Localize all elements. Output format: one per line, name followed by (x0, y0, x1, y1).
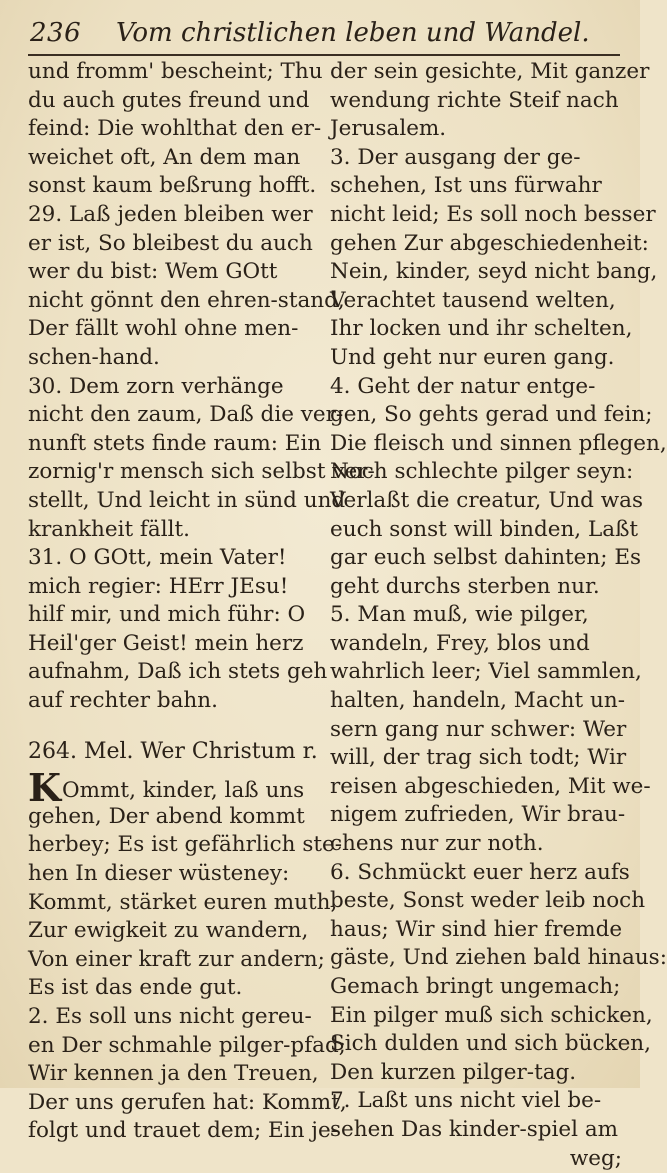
text-line: Nein, kinder, seyd nicht bang, (330, 259, 658, 285)
text-line: aufnahm, Daß ich stets geh (28, 659, 328, 685)
text-line: weichet oft, An dem man (28, 144, 301, 170)
text-line: nunft stets finde raum: Ein (28, 430, 322, 456)
text-line: nigem zufrieden, Wir brau- (330, 802, 626, 828)
hymn-gap (28, 716, 320, 738)
text-line: wendung richte Steif nach (330, 87, 619, 113)
text-line: feind: Die wohlthat den er- (28, 116, 322, 142)
text-line: sonst kaum beßrung hofft. (28, 173, 317, 199)
page-number: 236 (30, 18, 82, 48)
text-line: chens nur zur noth. (330, 831, 544, 857)
text-line: Wir kennen ja den Treuen, (28, 1061, 319, 1087)
text-line: halten, handeln, Macht un- (330, 688, 625, 714)
text-line: Den kurzen pilger-tag. (330, 1059, 577, 1085)
right-column-lines (330, 58, 667, 1145)
left-column-hymn-lines (28, 803, 347, 1146)
text-line: Es ist das ende gut. (28, 975, 243, 1001)
text-line: schehen, Ist uns fürwahr (330, 173, 602, 199)
text-line: sern gang nur schwer: Wer (330, 716, 627, 742)
text-line: Der uns gerufen hat: Kommt, (28, 1089, 347, 1115)
text-line: Jerusalem. (330, 116, 447, 142)
text-line: Ihr locken und ihr schelten, (330, 316, 633, 342)
text-line: Verlaßt die creatur, Und was (330, 487, 644, 513)
text-line: Von einer kraft zur andern; (28, 946, 325, 972)
drop-cap: K (28, 765, 62, 811)
left-column-verses (28, 58, 375, 716)
text-line: 2. Es soll uns nicht gereu- (28, 1004, 312, 1029)
text-line: will, der trag sich todt; Wir (330, 745, 627, 771)
right-column (330, 58, 667, 1173)
text-line: Die fleisch und sinnen pflegen, (330, 430, 667, 456)
text-line: wahrlich leer; Viel sammlen, (330, 659, 642, 685)
text-line: Und geht nur euren gang. (330, 344, 615, 370)
text-line: 7. Laßt uns nicht viel be- (330, 1088, 602, 1114)
text-line: wer du bist: Wem GOtt (28, 259, 278, 285)
text-line: nicht gönnt den ehren-stand, (28, 287, 345, 313)
text-line: en Der schmahle pilger-pfad; (28, 1032, 346, 1058)
text-line: sehen Das kinder-spiel am (330, 1116, 619, 1142)
text-line: herbey; Es ist gefährlich ste- (28, 832, 343, 858)
text-line: stellt, Und leicht in sünd und (28, 487, 346, 513)
text-line: Noch schlechte pilger seyn: (330, 459, 634, 485)
text-line: Kommt, stärket euren muth, (28, 889, 338, 915)
text-line: 6. Schmückt euer herz aufs (330, 859, 630, 885)
text-line: Ein pilger muß sich schicken, (330, 1002, 653, 1028)
hymn-heading: 264. Mel. Wer Christum r. (28, 738, 318, 764)
text-line: gäste, Und ziehen bald hinaus: (330, 945, 667, 971)
text-line: er ist, So bleibest du auch (28, 230, 313, 256)
text-line: haus; Wir sind hier fremde (330, 916, 623, 942)
text-line: mich regier: HErr JEsu! (28, 573, 289, 599)
text-line: gar euch selbst dahinten; Es (330, 545, 642, 571)
text-line: nicht den zaum, Daß die ver- (28, 402, 344, 428)
text-line: gehen Zur abgeschiedenheit: (330, 230, 649, 256)
text-line: auf rechter bahn. (28, 688, 218, 714)
hymn-first-line-text: Ommt, kinder, laß uns (62, 778, 305, 804)
text-line: Verachtet tausend welten, (330, 287, 616, 313)
catchword: weg; (569, 1145, 622, 1171)
text-line: 3. Der ausgang der ge- (330, 144, 581, 170)
header-rule (28, 54, 620, 56)
text-line: 31. O GOtt, mein Vater! (28, 545, 287, 571)
text-line: euch sonst will binden, Laßt (330, 516, 639, 542)
text-line: Sich dulden und sich bücken, (330, 1031, 651, 1057)
text-line: krankheit fällt. (28, 516, 190, 542)
text-line: gen, So gehts gerad und fein; (330, 402, 653, 428)
text-line: Der fällt wohl ohne men- (28, 316, 299, 342)
text-line: 4. Geht der natur entge- (330, 373, 596, 399)
text-line: hilf mir, und mich führ: O (28, 602, 306, 628)
text-line: der sein gesichte, Mit ganzer (330, 59, 650, 84)
running-head: Vom christlichen leben und Wandel. (116, 18, 590, 48)
page-header (28, 14, 620, 54)
text-line: Zur ewigkeit zu wandern, (28, 918, 309, 944)
text-line: schen-hand. (28, 344, 160, 370)
hymn-first-line (28, 765, 320, 811)
left-column (28, 58, 375, 1146)
text-line: nicht leid; Es soll noch besser (330, 201, 656, 227)
text-line: Heil'ger Geist! mein herz (28, 630, 304, 656)
text-line: 30. Dem zorn verhänge (28, 373, 284, 399)
text-line: reisen abgeschieden, Mit we- (330, 773, 651, 799)
text-line: 29. Laß jeden bleiben wer (28, 201, 313, 227)
text-line: du auch gutes freund und (28, 87, 310, 113)
text-line: 5. Man muß, wie pilger, (330, 602, 589, 628)
text-line: wandeln, Frey, blos und (330, 630, 590, 656)
text-line: hen In dieser wüsteney: (28, 861, 290, 887)
text-line: beste, Sonst weder leib noch (330, 888, 646, 914)
text-line: und fromm' bescheint; Thu (28, 59, 323, 84)
text-line: geht durchs sterben nur. (330, 573, 600, 599)
text-line: gehen, Der abend kommt (28, 803, 305, 829)
text-line: Gemach bringt ungemach; (330, 974, 621, 999)
text-line: zornig'r mensch sich selbst ver- (28, 459, 375, 485)
text-line: folgt und trauet dem; Ein je- (28, 1118, 338, 1144)
